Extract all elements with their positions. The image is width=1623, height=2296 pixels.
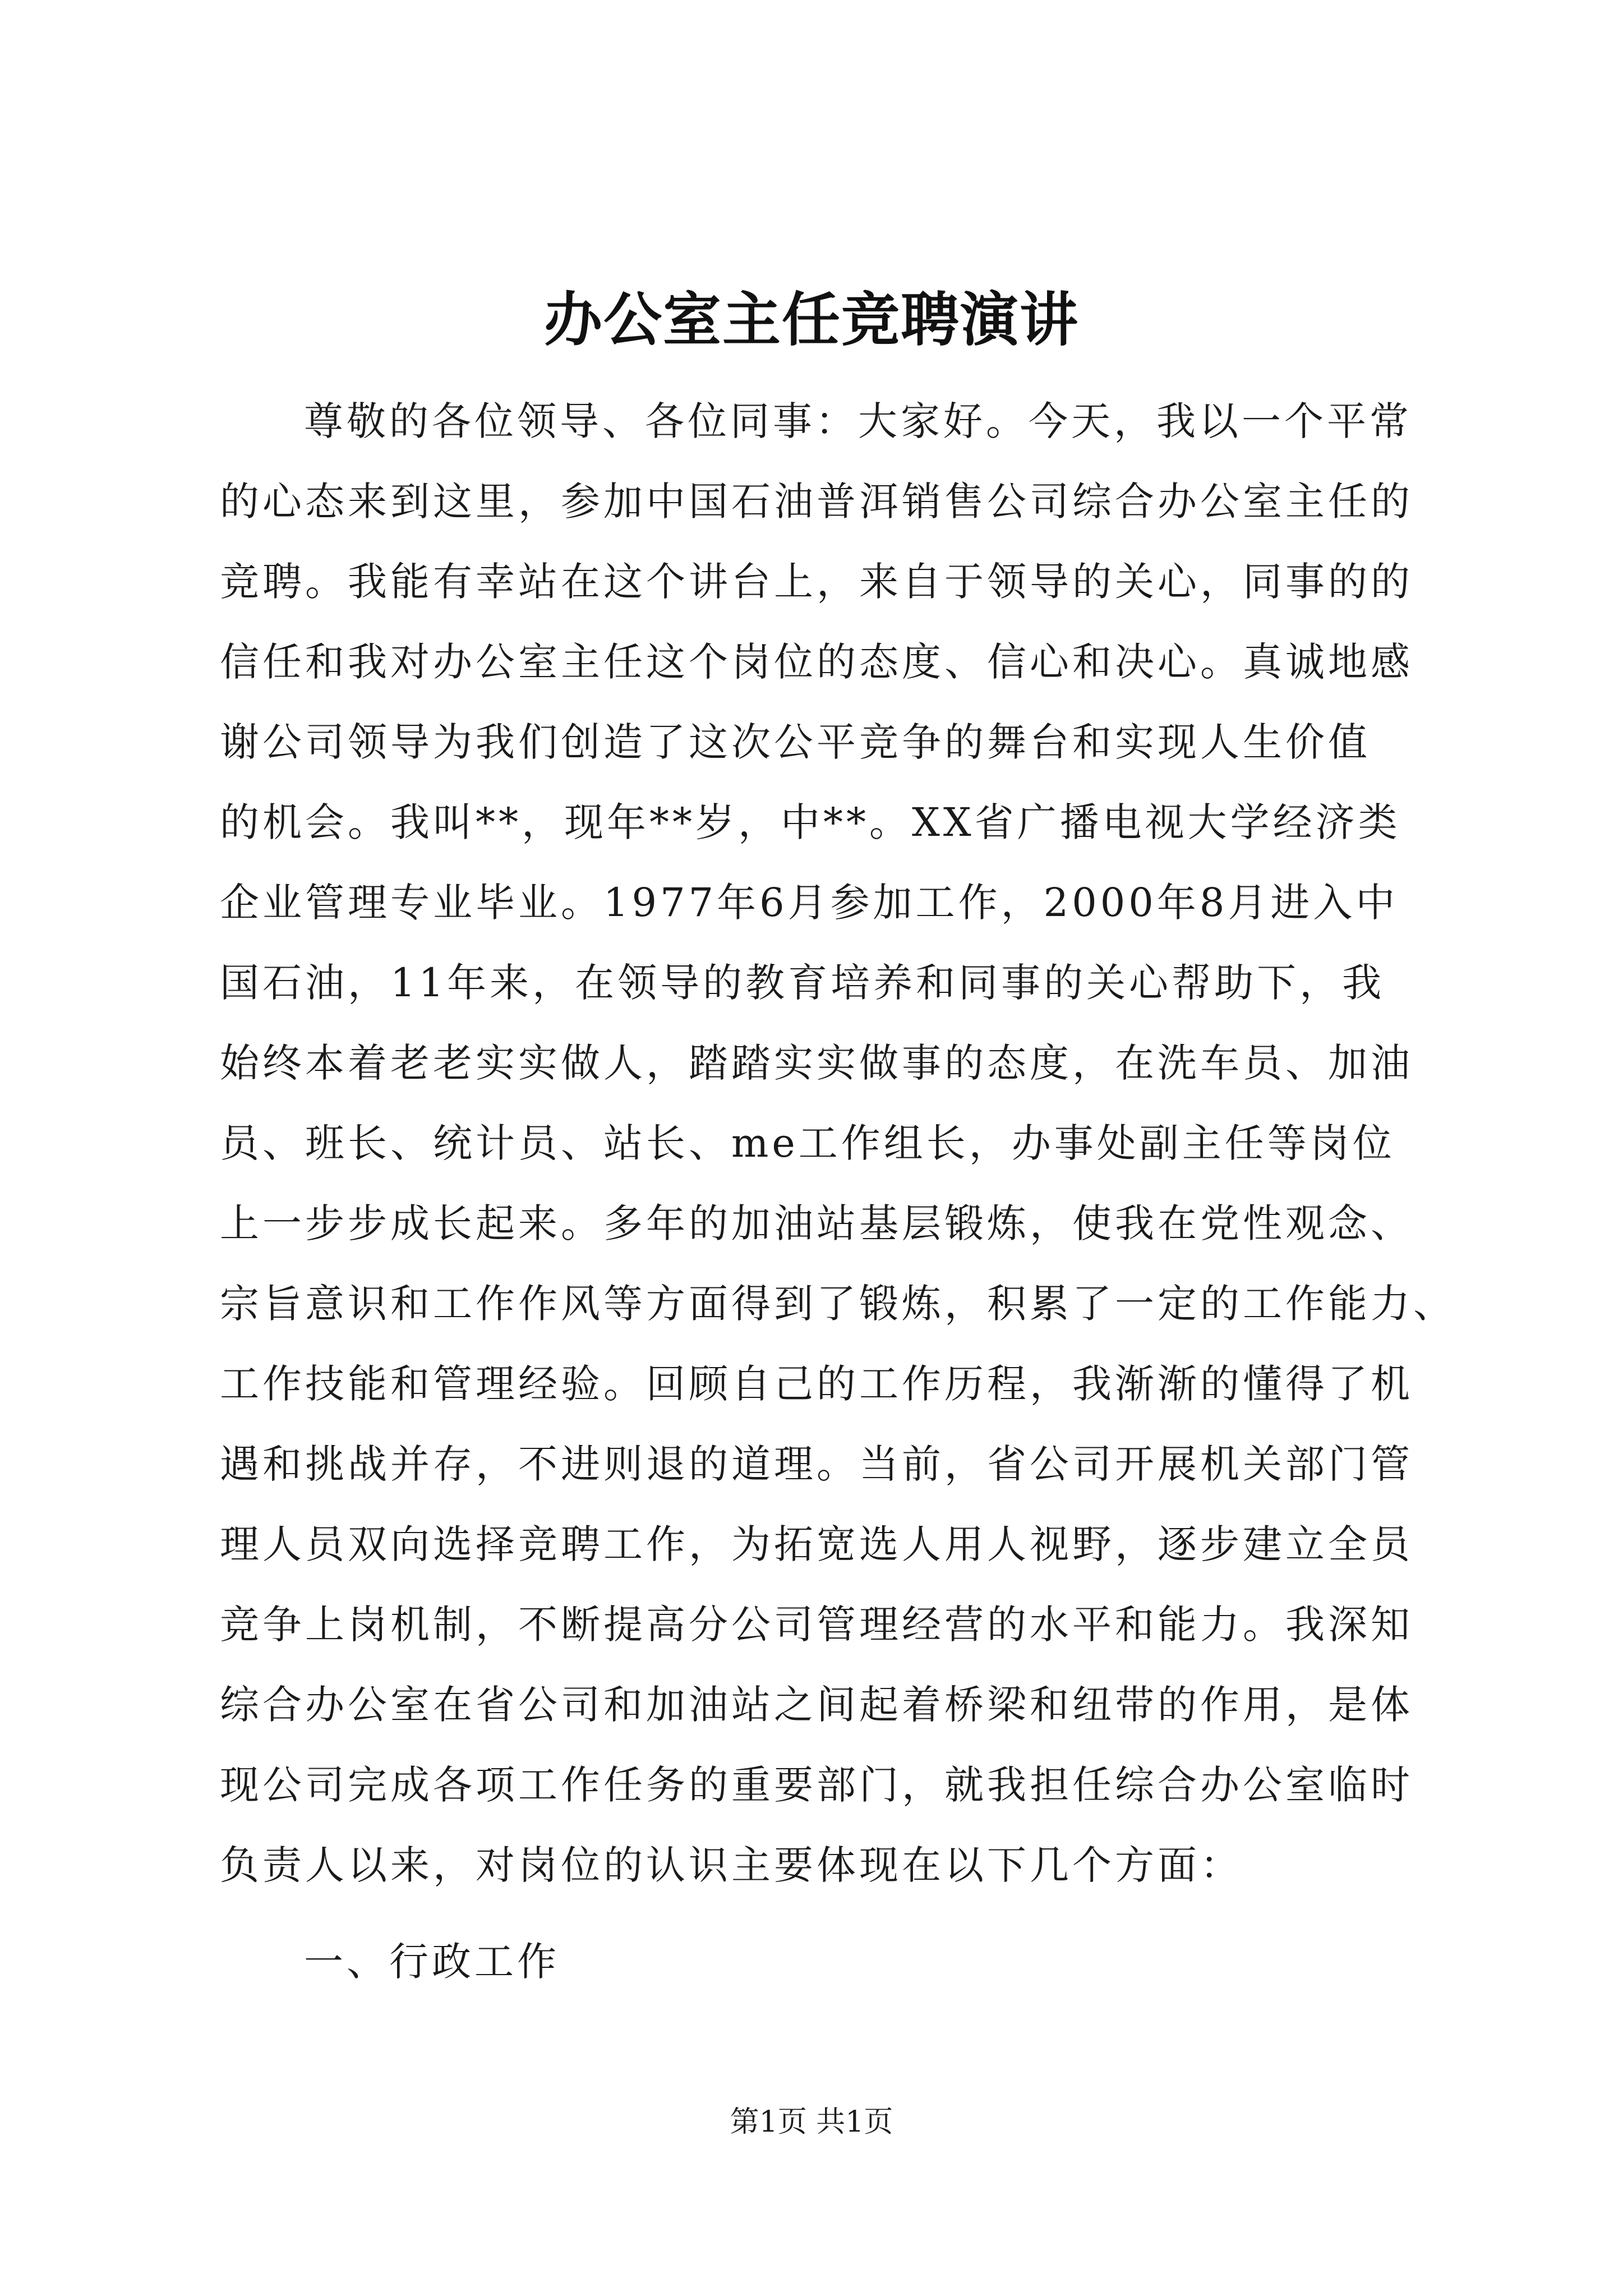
paragraph-line: 尊敬的各位领导、各位同事：大家好。今天，我以一个平常 xyxy=(304,398,1412,444)
page-footer: 第1页 共1页 xyxy=(730,2105,893,2139)
paragraph-line: 现公司完成各项工作任务的重要部门，就我担任综合办公室临时 xyxy=(220,1762,1413,1808)
paragraph-line: 始终本着老老实实做人，踏踏实实做事的态度，在洗车员、加油 xyxy=(220,1040,1413,1086)
paragraph-line: 谢公司领导为我们创造了这次公平竞争的舞台和实现人生价值 xyxy=(220,719,1371,765)
document-title: 办公室主任竞聘演讲 xyxy=(543,286,1079,354)
paragraph-line: 综合办公室在省公司和加油站之间起着桥梁和纽带的作用，是体 xyxy=(220,1682,1413,1728)
paragraph-line: 企业管理专业毕业。1977年6月参加工作，2000年8月进入中 xyxy=(220,880,1399,926)
section-heading: 一、行政工作 xyxy=(304,1939,560,1985)
paragraph-line: 遇和挑战并存，不进则退的道理。当前，省公司开展机关部门管 xyxy=(220,1441,1413,1487)
paragraph-line: 信任和我对办公室主任这个岗位的态度、信心和决心。真诚地感 xyxy=(220,639,1413,685)
paragraph-line: 宗旨意识和工作作风等方面得到了锻炼，积累了一定的工作能力、 xyxy=(220,1281,1456,1327)
paragraph-line: 理人员双向选择竞聘工作，为拓宽选人用人视野，逐步建立全员 xyxy=(220,1521,1413,1567)
paragraph-line: 竞争上岗机制，不断提高分公司管理经营的水平和能力。我深知 xyxy=(220,1602,1413,1648)
paragraph-line: 员、班长、统计员、站长、me工作组长，办事处副主任等岗位 xyxy=(220,1120,1395,1166)
paragraph-line: 工作技能和管理经验。回顾自己的工作历程，我渐渐的懂得了机 xyxy=(220,1361,1413,1407)
speech-paragraph xyxy=(220,381,1456,1906)
paragraph-line: 的心态来到这里，参加中国石油普洱销售公司综合办公室主任的 xyxy=(220,478,1413,524)
paragraph-line: 负责人以来，对岗位的认识主要体现在以下几个方面： xyxy=(220,1842,1243,1888)
paragraph-line: 上一步步成长起来。多年的加油站基层锻炼，使我在党性观念、 xyxy=(220,1200,1413,1246)
paragraph-line: 国石油，11年来，在领导的教育培养和同事的关心帮助下，我 xyxy=(220,960,1385,1006)
paragraph-line: 竞聘。我能有幸站在这个讲台上，来自于领导的关心，同事的的 xyxy=(220,559,1413,605)
paragraph-line: 的机会。我叫**，现年**岁，中**。XX省广播电视大学经济类 xyxy=(220,799,1401,845)
